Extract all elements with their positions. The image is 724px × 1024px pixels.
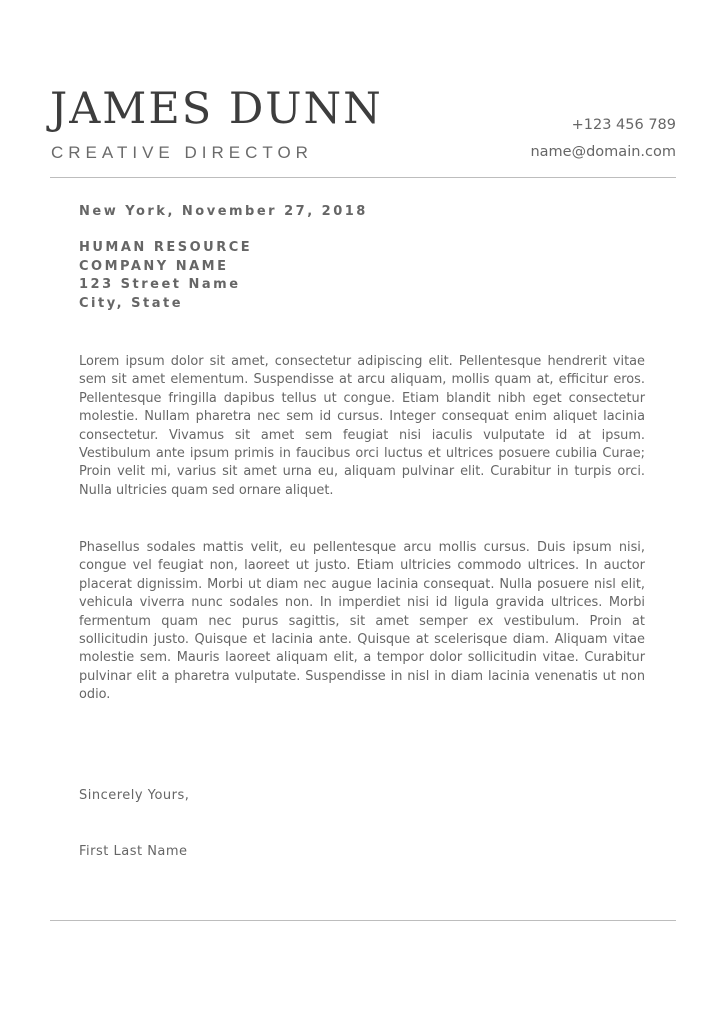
recipient-line: 123 Street Name <box>79 277 241 293</box>
body-paragraph: Phasellus sodales mattis velit, eu pellentesque arcu mollis cursus. Duis ipsum nisi, congue vel feugiat non, laoreet ut justo. Etiam ultricies commodo ultrices. In auctor placerat dignissim. Morbi ut diam nec augue lacinia consequat. Nulla posuere nisl elit, vehicula viverra nunc sodales non. In imperdiet nisi id ligula gravida ultrices. Morbi fermentum quam nec purus sagittis, sit amet semper ex vestibulum. Proin at sollicitudin justo. Quisque et lacinia ante. Quisque at scelerisque diam. Aliquam vitae molestie sem. Mauris laoreet aliquam elit, a tempor dolor sollicitudin vitae. Curabitur pulvinar elit a pharetra vulputate. Suspendisse in nisl in diam lacinia venenatis ut non odio. <box>79 540 645 703</box>
recipient-line: HUMAN RESOURCE <box>79 240 253 255</box>
author-name: JAMES DUNN <box>50 84 383 134</box>
email-address: name@domain.com <box>530 144 676 160</box>
recipient-line: COMPANY NAME <box>79 258 229 274</box>
recipient-address <box>79 239 252 314</box>
footer-divider <box>50 920 676 921</box>
letter-date: New York, November 27, 2018 <box>79 204 368 219</box>
header-divider <box>50 177 676 178</box>
recipient-line: City, State <box>79 296 184 312</box>
author-title: CREATIVE DIRECTOR <box>51 143 313 162</box>
body-paragraph: Lorem ipsum dolor sit amet, consectetur adipiscing elit. Pellentesque hendrerit vitae sem sit amet elementum. Suspendisse at arcu aliquam, mollis quam at, efficitur eros. Pellentesque fringilla dapibus tellus ut congue. Etiam blandit nibh eget consectetur molestie. Nullam pharetra nec sem id cursus. Integer consequat enim aliquet lacinia consectetur. Vivamus sit amet sem feugiat nisi iaculis vulputate id at ipsum. Vestibulum ante ipsum primis in faucibus orci luctus et ultrices posuere cubilia Curae; Proin velit mi, varius sit amet urna eu, aliquam pulvinar elit. Curabitur in turpis orci. Nulla ultricies quam sed ornare aliquet. <box>79 354 645 498</box>
signature-name: First Last Name <box>79 844 188 859</box>
phone-number: +123 456 789 <box>571 117 676 133</box>
closing-salutation: Sincerely Yours, <box>79 788 190 803</box>
